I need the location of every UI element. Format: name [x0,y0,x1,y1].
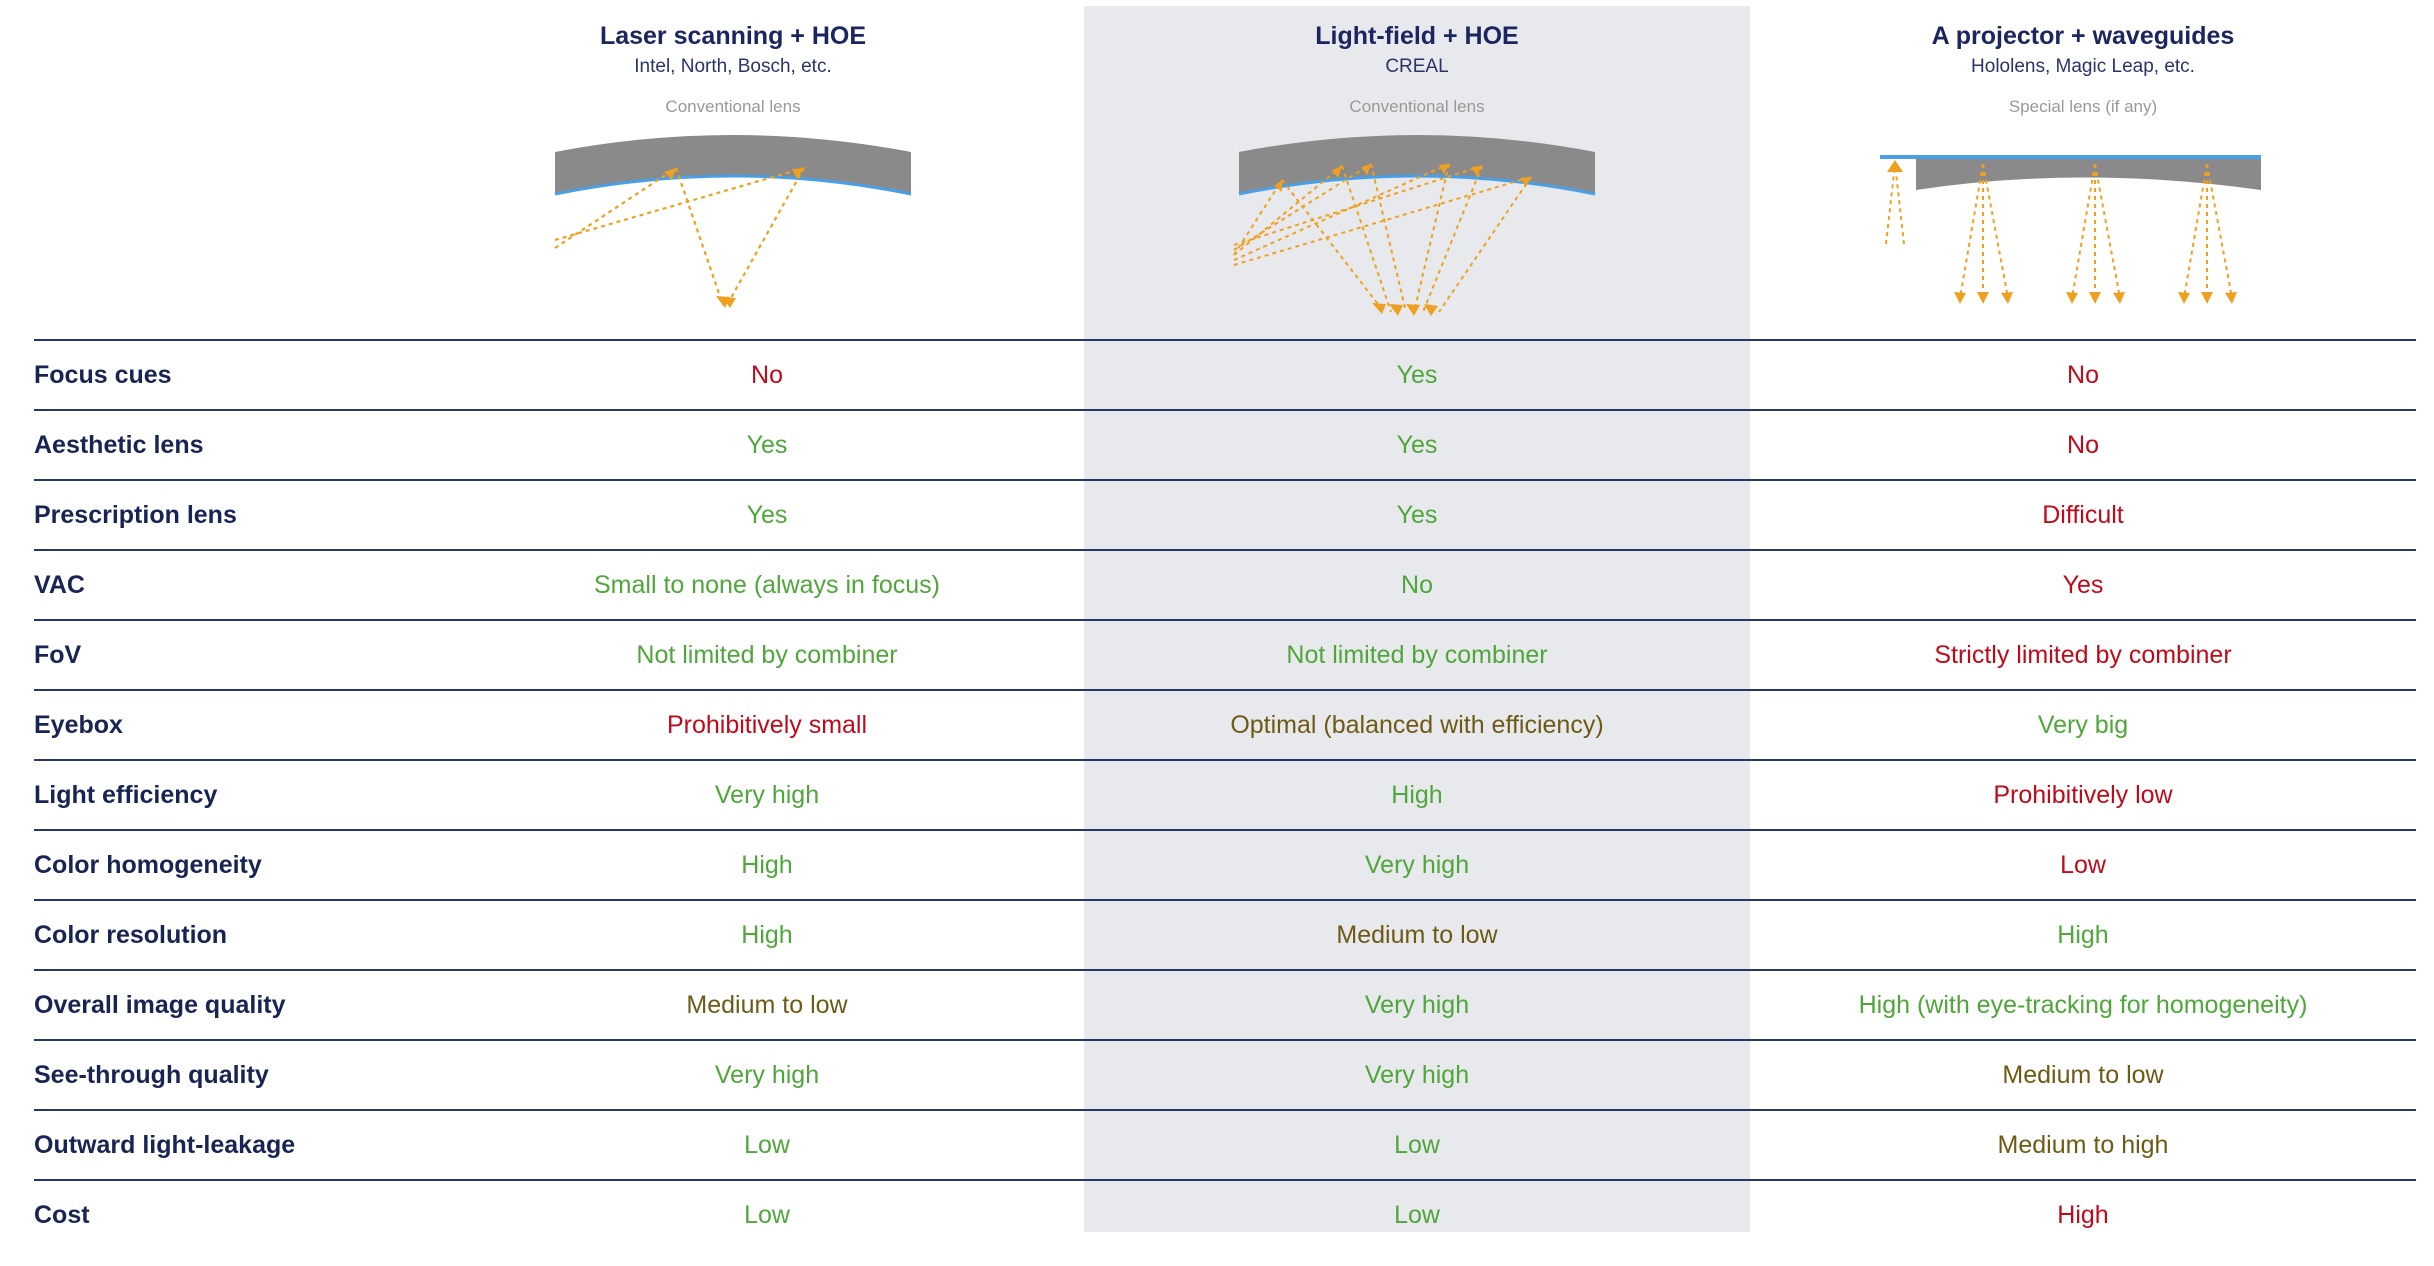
table-cell: Low [744,1201,790,1229]
row-label: Cost [34,1201,90,1229]
table-row [34,339,2416,409]
table-cell: Very high [714,781,820,809]
table-cell: High [2057,921,2109,949]
row-label: Light efficiency [34,781,218,809]
table-cell: Prohibitively small [666,711,868,739]
table-cell: Prohibitively low [1993,781,2173,809]
table-cell: Yes [1396,431,1438,459]
column-subtitle: CREAL [1385,56,1449,77]
table-cell: No [2067,361,2099,389]
table-cell: Yes [2062,571,2104,599]
table-cell: Low [1394,1131,1440,1159]
table-cell: Strictly limited by combiner [1934,641,2232,669]
laser-scanning-hoe-diagram [400,0,1066,340]
table-row [34,759,2416,829]
table-cell: Optimal (balanced with efficiency) [1230,711,1604,739]
row-label: Color homogeneity [34,851,262,879]
row-label: See-through quality [34,1061,269,1089]
column-subtitle: Hololens, Magic Leap, etc. [1971,56,2195,77]
lens-label: Conventional lens [665,97,801,116]
table-cell: High (with eye-tracking for homogeneity) [1858,991,2308,1019]
row-label: FoV [34,641,82,669]
table-cell: Low [2060,851,2106,879]
row-label: Focus cues [34,361,172,389]
table-cell: High [1391,781,1443,809]
table-cell: High [741,921,793,949]
row-label: Overall image quality [34,991,286,1019]
table-row [34,549,2416,619]
table-cell: High [2057,1201,2109,1229]
table-cell: Yes [1396,501,1438,529]
table-row [34,1109,2416,1179]
column-title: Light-field + HOE [1315,22,1519,50]
lens-label: Conventional lens [1349,97,1485,116]
column-title: A projector + waveguides [1931,22,2235,50]
lens-label: Special lens (if any) [2008,97,2158,116]
column-header-laser-scanning [400,0,1066,340]
row-label: Prescription lens [34,501,237,529]
table-cell: No [2067,431,2099,459]
light-field-hoe-diagram [1084,0,1750,340]
table-row [34,689,2416,759]
table-cell: Very high [1364,991,1470,1019]
table-cell: Not limited by combiner [636,641,898,669]
table-cell: Medium to low [2002,1061,2164,1089]
row-label: Outward light-leakage [34,1131,296,1159]
table-cell: Low [1394,1201,1440,1229]
table-cell: Very high [714,1061,820,1089]
table-row [34,1179,2416,1249]
table-row [34,479,2416,549]
table-cell: No [751,361,783,389]
table-cell: Not limited by combiner [1286,641,1548,669]
table-row [34,969,2416,1039]
table-cell: Small to none (always in focus) [594,571,940,599]
table-row [34,1039,2416,1109]
comparison-table [34,339,2416,1249]
column-header-projector-waveguides [1750,0,2416,340]
table-cell: Difficult [2042,501,2124,529]
row-label: Eyebox [34,711,123,739]
table-cell: No [1401,571,1433,599]
projector-waveguide-diagram [1750,0,2416,340]
table-cell: Yes [746,431,788,459]
row-label: Aesthetic lens [34,431,204,459]
column-subtitle: Intel, North, Bosch, etc. [634,56,832,77]
table-cell: Very big [2037,711,2129,739]
ray-arrowheads [1274,164,1531,316]
table-row [34,619,2416,689]
table-cell: Very high [1364,1061,1470,1089]
column-title: Laser scanning + HOE [599,22,867,50]
row-label: Color resolution [34,921,228,949]
table-row [34,899,2416,969]
table-row [34,829,2416,899]
row-label: VAC [34,571,85,599]
column-header-light-field [1084,0,1750,340]
table-cell: Medium to low [1336,921,1498,949]
table-cell: Yes [746,501,788,529]
table-cell: High [741,851,793,879]
table-cell: Medium to low [686,991,848,1019]
table-row [34,409,2416,479]
table-cell: Very high [1364,851,1470,879]
table-cell: Medium to high [1997,1131,2169,1159]
table-cell: Yes [1396,361,1438,389]
table-cell: Low [744,1131,790,1159]
